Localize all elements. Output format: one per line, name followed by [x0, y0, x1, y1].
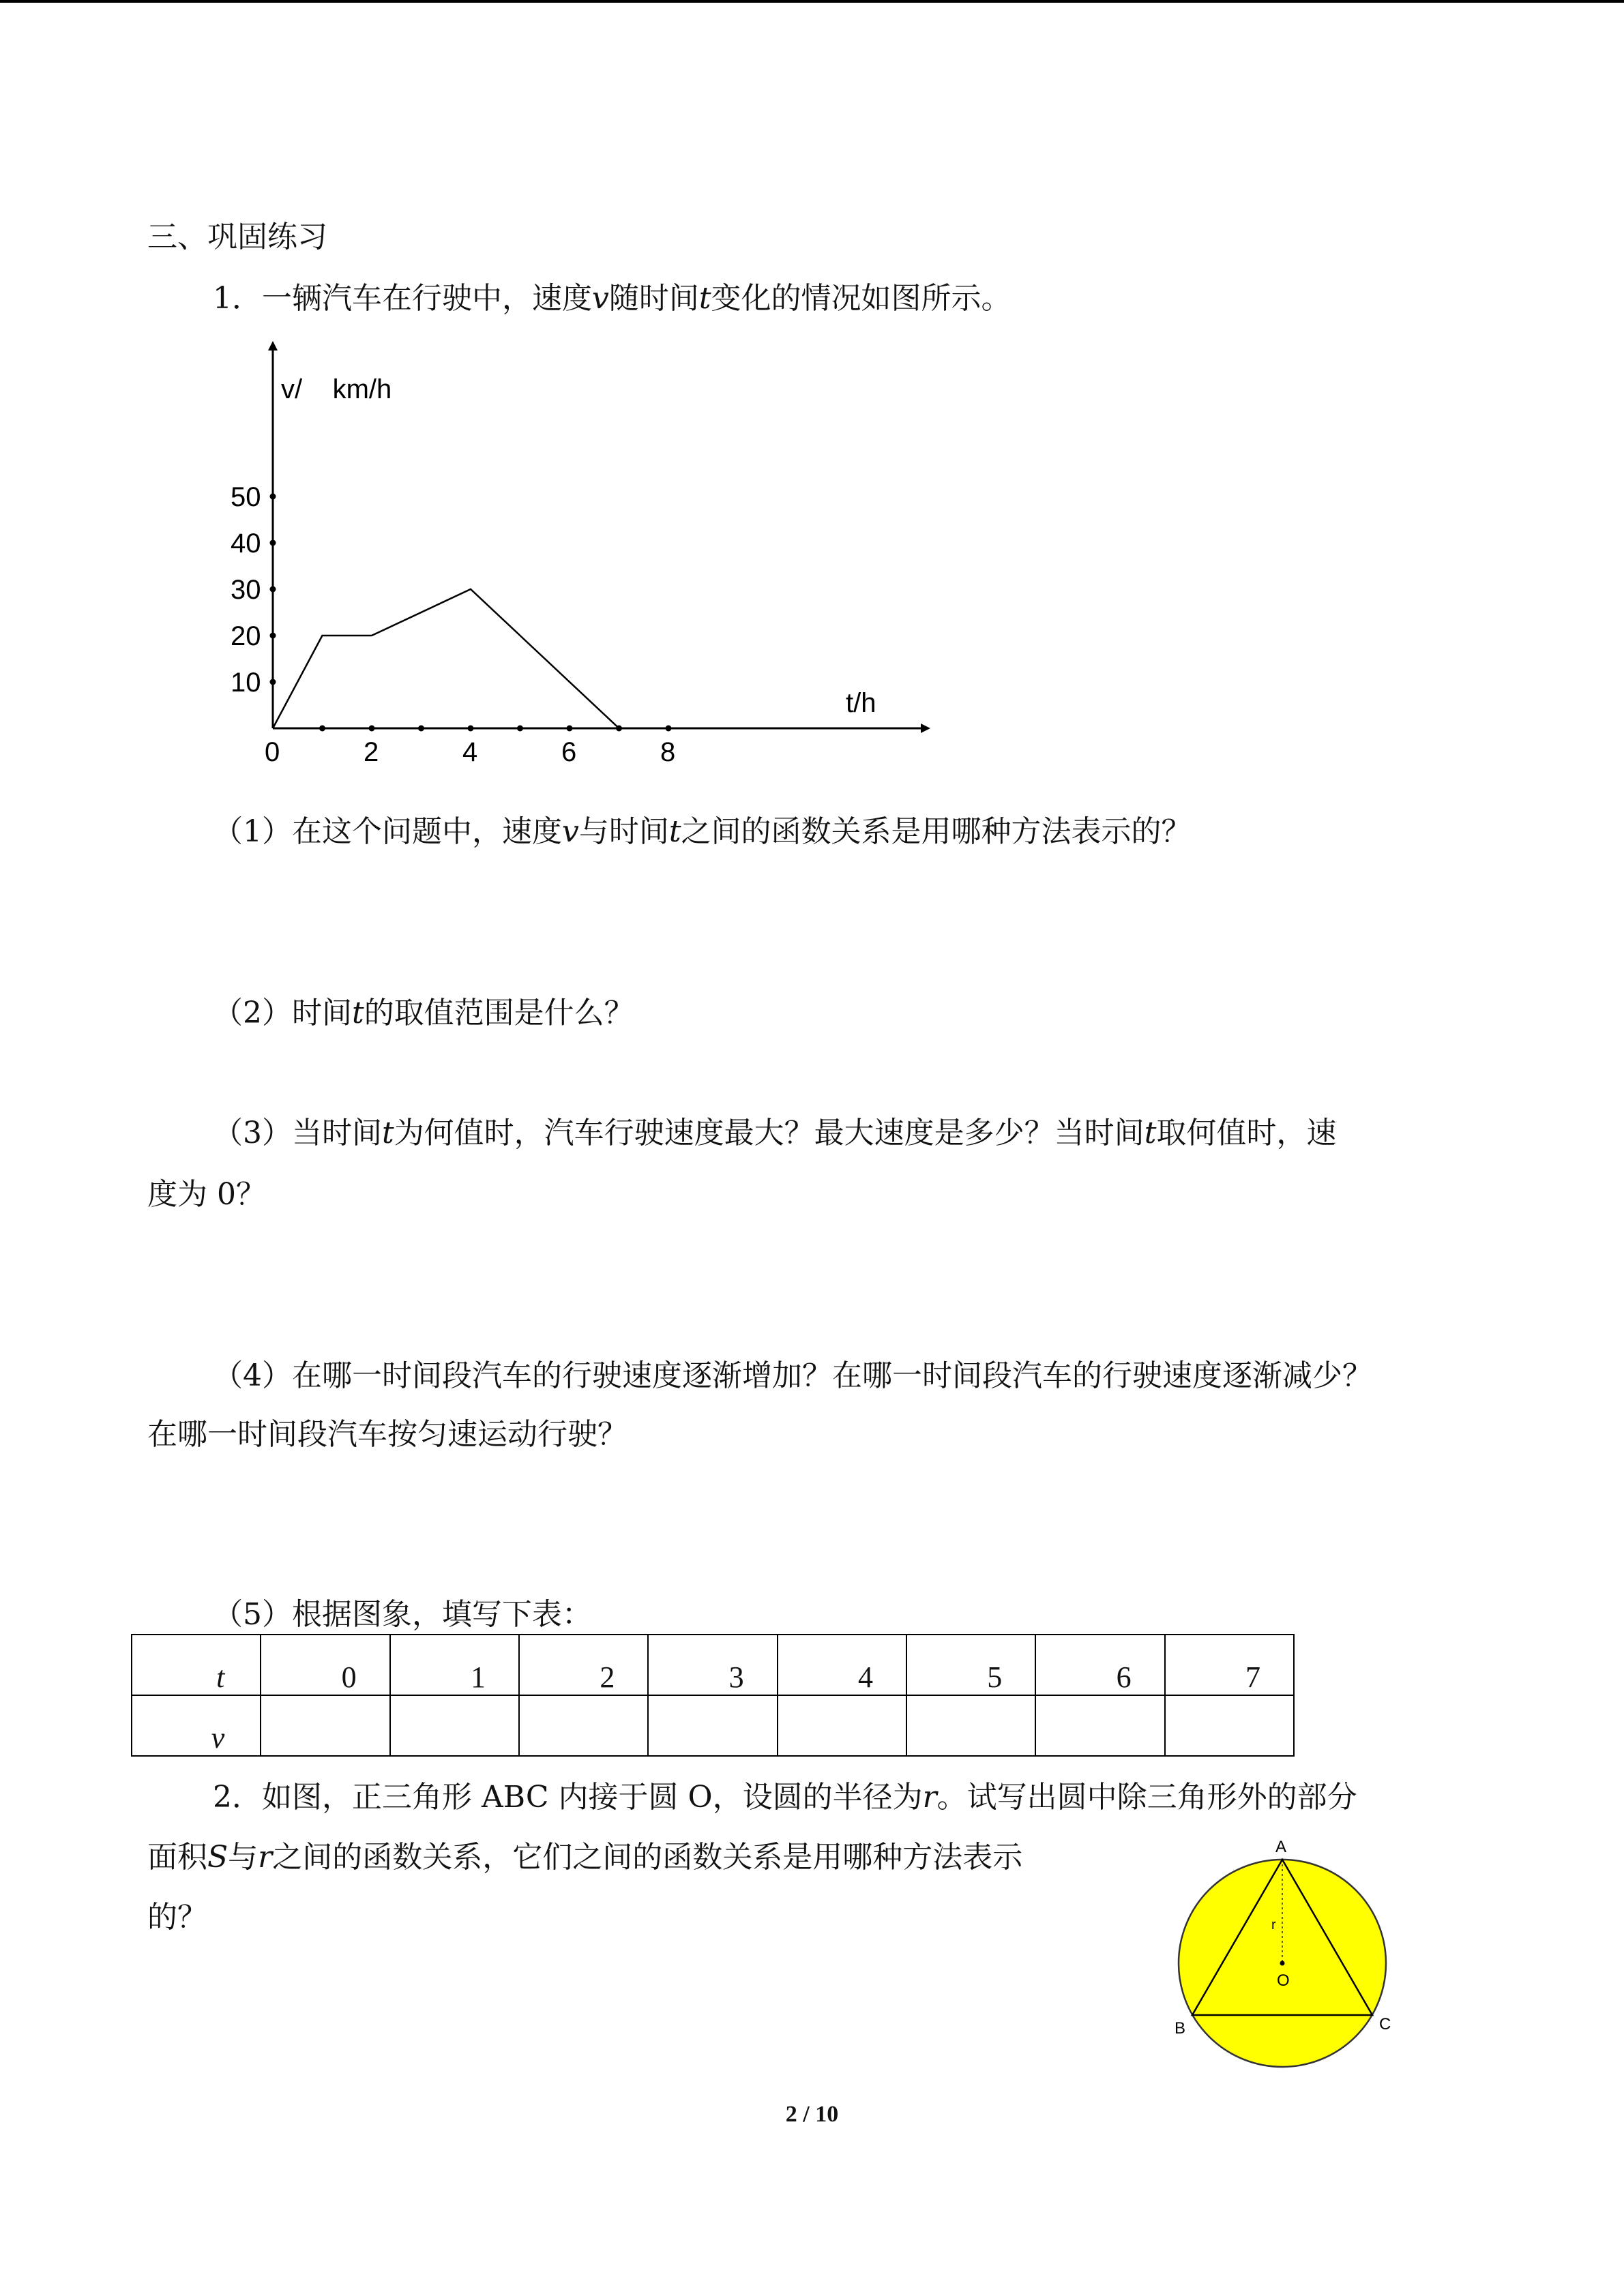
table-cell: 6 — [1035, 1635, 1164, 1695]
y-tick-label: 50 — [231, 482, 261, 512]
speed-time-chart — [218, 330, 955, 780]
y-tick-mark — [270, 540, 276, 546]
table-cell-empty — [519, 1695, 648, 1756]
table-row-t — [132, 1635, 1294, 1695]
table-cell-empty — [261, 1695, 389, 1756]
x-tick-mark — [517, 726, 523, 732]
x-tick-mark — [319, 726, 325, 732]
table-cell-empty — [390, 1695, 519, 1756]
question-2-line-1: 2．如图，正三角形 ABC 内接于圆 O，设圆的半径为r。试写出圆中除三角形外的部分 — [213, 1780, 1357, 1815]
y-tick-mark — [270, 679, 276, 685]
y-tick-mark — [270, 586, 276, 593]
table-cell-empty — [1165, 1695, 1294, 1756]
table-cell: 2 — [519, 1635, 648, 1695]
y-tick-label: 10 — [231, 668, 261, 698]
x-axis-label: t/h — [846, 688, 876, 718]
fill-in-table — [131, 1634, 1295, 1757]
page-number: 2 / 10 — [785, 2102, 839, 2127]
section-title: 三、巩固练习 — [147, 220, 327, 254]
x-tick-label: 0 — [265, 737, 280, 767]
table-cell-empty — [906, 1695, 1035, 1756]
table-cell: 1 — [390, 1635, 519, 1695]
vertex-label-c: C — [1379, 2015, 1391, 2033]
table-cell: 7 — [1165, 1635, 1294, 1695]
table-cell-header-v: v — [132, 1695, 261, 1756]
x-tick-mark — [369, 726, 375, 732]
question-1-part-2: （2）时间t的取值范围是什么？ — [213, 996, 634, 1030]
question-1-part-3-line-2: 度为 0？ — [147, 1177, 266, 1212]
question-1-part-4-line-2: 在哪一时间段汽车按匀速运动行驶？ — [147, 1417, 628, 1452]
table-cell: 0 — [261, 1635, 389, 1695]
x-tick-mark — [567, 726, 573, 732]
table-cell: 4 — [778, 1635, 906, 1695]
x-tick-label: 8 — [660, 737, 676, 767]
x-tick-mark — [418, 726, 424, 732]
table-cell: 5 — [906, 1635, 1035, 1695]
x-tick-label: 6 — [561, 737, 577, 767]
y-tick-mark — [270, 633, 276, 639]
table-cell-empty — [778, 1695, 906, 1756]
radius-label-r: r — [1271, 1918, 1276, 1933]
table-cell-empty — [1035, 1695, 1164, 1756]
x-tick-label: 4 — [462, 737, 478, 767]
y-tick-label: 20 — [231, 621, 261, 651]
vertex-label-b: B — [1175, 2019, 1186, 2038]
question-1-intro: 1．一辆汽车在行驶中，速度v随时间t变化的情况如图所示。 — [213, 281, 1012, 316]
center-point — [1280, 1961, 1285, 1966]
y-tick-mark — [270, 494, 276, 500]
y-tick-label: 40 — [231, 528, 261, 558]
vertex-label-a: A — [1275, 1838, 1287, 1856]
table-cell-header-t: t — [132, 1635, 261, 1695]
table-cell: 3 — [648, 1635, 777, 1695]
question-2-line-3: 的？ — [147, 1900, 207, 1935]
x-tick-label: 2 — [364, 737, 379, 767]
y-axis-label: v/ km/h — [281, 374, 392, 404]
x-tick-mark — [468, 726, 474, 732]
question-1-part-3-line-1: （3）当时间t为何值时，汽车行驶速度最大？最大速度是多少？当时间t取何值时，速 — [213, 1116, 1337, 1150]
question-1-part-5: （5）根据图象，填写下表： — [213, 1597, 592, 1632]
question-2-line-2: 面积S与r之间的函数关系，它们之间的函数关系是用哪种方法表示 — [147, 1840, 1023, 1875]
inscribed-triangle-figure — [1160, 1830, 1405, 2076]
question-1-part-1: （1）在这个问题中，速度v与时间t之间的函数关系是用哪种方法表示的？ — [213, 814, 1192, 849]
y-tick-label: 30 — [231, 575, 261, 605]
center-label-o: O — [1277, 1971, 1290, 1990]
question-1-part-4-line-1: （4）在哪一时间段汽车的行驶速度逐渐增加？在哪一时间段汽车的行驶速度逐渐减少？ — [213, 1358, 1372, 1393]
table-row-v — [132, 1695, 1294, 1756]
table-cell-empty — [648, 1695, 777, 1756]
x-tick-mark — [666, 726, 672, 732]
speed-series-line — [273, 589, 619, 728]
